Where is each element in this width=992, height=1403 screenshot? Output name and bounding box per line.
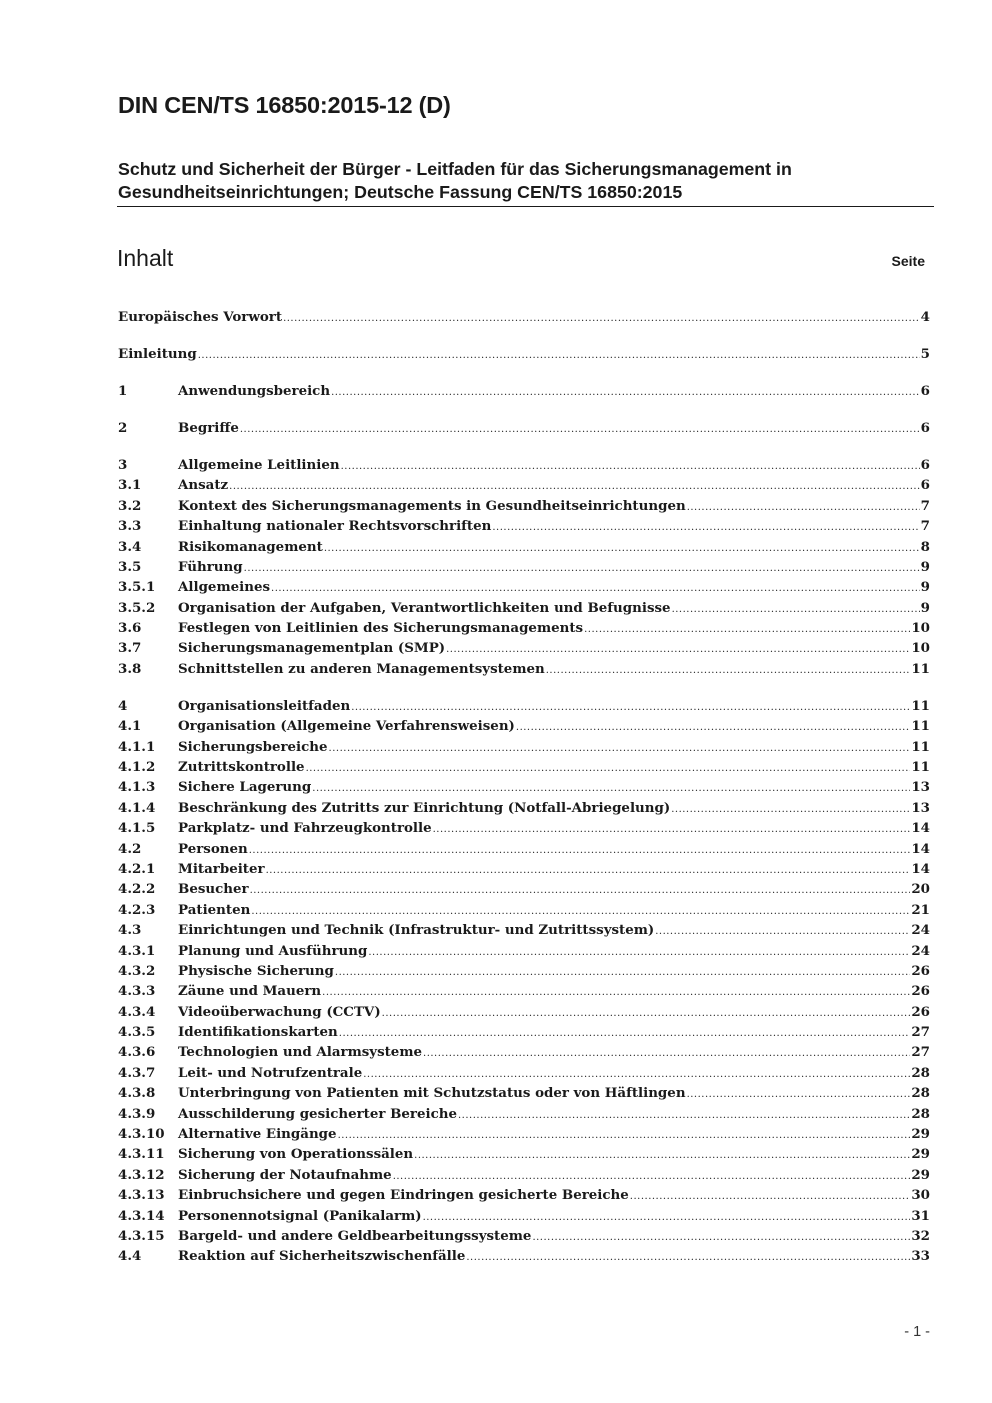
- toc-entry-page: 24: [911, 922, 930, 939]
- toc-dot-leader: [248, 841, 911, 861]
- toc-dot-leader: [654, 922, 910, 942]
- page-number-footer: - 1 -: [904, 1324, 930, 1340]
- table-of-contents: [118, 307, 930, 1267]
- toc-entry-page: 10: [911, 620, 930, 637]
- toc-dot-leader: [515, 718, 910, 738]
- toc-entry-number: 3.5: [118, 558, 142, 575]
- toc-entry-title: Organisation (Allgemeine Verfahrensweisen): [178, 718, 515, 735]
- toc-dot-leader: [381, 1004, 911, 1024]
- toc-entry-title: Alternative Eingänge: [178, 1126, 337, 1143]
- toc-entry-number: 4.2.2: [118, 881, 156, 898]
- toc-entry[interactable]: [118, 1022, 930, 1042]
- toc-entry[interactable]: [118, 941, 930, 961]
- toc-entry-title: Festlegen von Leitlinien des Sicherungsmanagements: [178, 620, 584, 637]
- toc-entry-number: 3.8: [118, 660, 142, 677]
- toc-entry-title: Videoüberwachung (CCTV): [178, 1003, 381, 1020]
- toc-entry-number: 3.7: [118, 640, 142, 657]
- toc-entry-title: Besucher: [178, 881, 249, 898]
- toc-entry-title: Allgemeine Leitlinien: [178, 456, 340, 473]
- toc-entry-number: 2: [118, 419, 128, 436]
- toc-entry-number: 4.3.15: [118, 1227, 165, 1244]
- toc-entry-page: 5: [920, 345, 930, 362]
- toc-entry-page: 24: [911, 942, 930, 959]
- toc-entry[interactable]: [118, 537, 930, 557]
- toc-entry-title: Physische Sicherung: [178, 962, 334, 979]
- toc-entry-page: 9: [920, 599, 930, 616]
- toc-entry-number: 4.2.1: [118, 860, 156, 877]
- toc-entry[interactable]: [118, 638, 930, 658]
- toc-entry-number: 4.3.4: [118, 1003, 156, 1020]
- toc-entry-number: 4.3.6: [118, 1044, 156, 1061]
- toc-entry-title: Kontext des Sicherungsmanagements in Gesundheitseinrichtungen: [178, 497, 686, 514]
- toc-entry-number: 4.3.5: [118, 1024, 156, 1041]
- toc-entry-page: 29: [911, 1146, 930, 1163]
- toc-entry-page: 6: [920, 382, 930, 399]
- toc-entry-number: 3.6: [118, 620, 142, 637]
- toc-dot-leader: [323, 539, 920, 559]
- toc-entry-number: 4.4: [118, 1248, 142, 1265]
- toc-entry-title: Identifikationskarten: [178, 1024, 338, 1041]
- toc-dot-leader: [330, 383, 920, 403]
- toc-entry[interactable]: [118, 557, 930, 577]
- toc-entry-number: 4.3.14: [118, 1207, 165, 1224]
- toc-entry-page: 11: [911, 718, 930, 735]
- toc-entry[interactable]: [118, 1165, 930, 1185]
- toc-dot-leader: [671, 600, 920, 620]
- toc-entry[interactable]: [118, 307, 930, 327]
- toc-entry[interactable]: [118, 455, 930, 475]
- toc-entry[interactable]: [118, 344, 930, 364]
- toc-entry-page: 27: [911, 1024, 930, 1041]
- toc-dot-leader: [243, 559, 920, 579]
- toc-entry-title: Organisationsleitfaden: [178, 697, 351, 714]
- toc-entry-title: Organisation der Aufgaben, Verantwortlichkeiten und Befugnisse: [178, 599, 671, 616]
- toc-entry-title: Parkplatz- und Fahrzeugkontrolle: [178, 820, 432, 837]
- subtitle-line-2: Gesundheitseinrichtungen; Deutsche Fassung CEN/TS 16850:2015: [118, 182, 683, 202]
- toc-entry[interactable]: [118, 900, 930, 920]
- toc-dot-leader: [337, 1126, 911, 1146]
- toc-entry-page: 26: [911, 983, 930, 1000]
- toc-entry[interactable]: [118, 1002, 930, 1022]
- toc-heading: Inhalt: [117, 245, 174, 271]
- toc-entry-page: 28: [911, 1105, 930, 1122]
- toc-entry-page: 29: [911, 1166, 930, 1183]
- toc-entry-number: 3.3: [118, 518, 142, 535]
- toc-dot-leader: [422, 1208, 911, 1228]
- toc-entry[interactable]: [118, 1083, 930, 1103]
- toc-entry-page: 14: [911, 860, 930, 877]
- toc-dot-leader: [422, 1044, 910, 1064]
- toc-entry-number: 3.2: [118, 497, 142, 514]
- toc-entry-number: 4.3.9: [118, 1105, 156, 1122]
- toc-entry-page: 21: [911, 901, 930, 918]
- toc-dot-leader: [311, 779, 910, 799]
- toc-dot-leader: [305, 759, 911, 779]
- toc-dot-leader: [265, 861, 911, 881]
- toc-dot-leader: [531, 1228, 910, 1248]
- toc-entry-title: Planung und Ausführung: [178, 942, 368, 959]
- toc-entry[interactable]: [118, 1226, 930, 1246]
- toc-dot-leader: [362, 1065, 910, 1085]
- toc-entry-page: 4: [920, 309, 930, 325]
- toc-entry-title: Technologien und Alarmsysteme: [178, 1044, 423, 1061]
- toc-entry[interactable]: [118, 981, 930, 1001]
- toc-entry-number: 4.3.1: [118, 942, 156, 959]
- toc-entry-page: 11: [911, 697, 930, 714]
- toc-entry-number: 4.3.11: [118, 1146, 165, 1163]
- toc-entry-title: Patienten: [178, 901, 251, 918]
- toc-entry[interactable]: [118, 381, 930, 401]
- toc-entry-page: 32: [911, 1227, 930, 1244]
- toc-entry-title: Mitarbeiter: [178, 860, 265, 877]
- toc-dot-leader: [629, 1187, 911, 1207]
- toc-entry-title: Anwendungsbereich: [178, 382, 331, 399]
- toc-entry-number: 4.2: [118, 840, 142, 857]
- toc-entry-title: Unterbringung von Patienten mit Schutzstatus oder von Häftlingen: [178, 1085, 686, 1102]
- toc-dot-leader: [670, 800, 910, 820]
- toc-dot-leader: [249, 881, 911, 901]
- toc-entry-number: 4.3.7: [118, 1064, 156, 1081]
- toc-entry-number: 3: [118, 456, 128, 473]
- toc-entry[interactable]: [118, 1185, 930, 1205]
- toc-entry[interactable]: [118, 496, 930, 516]
- toc-entry[interactable]: [118, 1124, 930, 1144]
- toc-dot-leader: [282, 309, 920, 329]
- toc-entry-title: Führung: [178, 558, 243, 575]
- toc-entry-title: Allgemeines: [178, 579, 271, 596]
- toc-entry-title: Sicherung von Operationssälen: [178, 1146, 414, 1163]
- toc-entry-number: 3.4: [118, 538, 142, 555]
- toc-dot-leader: [340, 457, 920, 477]
- toc-entry[interactable]: [118, 961, 930, 981]
- toc-entry-page: 28: [911, 1064, 930, 1081]
- toc-entry[interactable]: [118, 818, 930, 838]
- toc-entry-number: 4.3.2: [118, 962, 156, 979]
- toc-entry-title: Bargeld- und andere Geldbearbeitungssysteme: [178, 1227, 532, 1244]
- toc-entry-page: 14: [911, 820, 930, 837]
- toc-entry-page: 8: [920, 538, 930, 555]
- toc-entry[interactable]: [118, 475, 930, 495]
- toc-entry-number: 4.3.10: [118, 1126, 165, 1143]
- toc-entry-page: 13: [911, 779, 930, 796]
- toc-entry-number: 4.1.1: [118, 738, 156, 755]
- toc-entry-title: Zäune und Mauern: [178, 983, 322, 1000]
- toc-dot-leader: [686, 498, 920, 518]
- toc-entry-title: Beschränkung des Zutritts zur Einrichtung (Notfall-Abriegelung): [178, 799, 671, 816]
- subtitle-line-1: Schutz und Sicherheit der Bürger - Leitfaden für das Sicherungsmanagement in: [118, 159, 792, 179]
- toc-dot-leader: [334, 963, 910, 983]
- toc-dot-leader: [197, 346, 920, 366]
- toc-entry-number: 4.3.8: [118, 1085, 156, 1102]
- toc-dot-leader: [465, 1248, 910, 1268]
- toc-dot-leader: [491, 518, 919, 538]
- toc-entry-page: 20: [911, 881, 930, 898]
- toc-dot-leader: [445, 640, 910, 660]
- toc-entry-title: Einrichtungen und Technik (Infrastruktur- und Zutrittssystem): [178, 922, 655, 939]
- toc-entry[interactable]: [118, 1104, 930, 1124]
- toc-entry[interactable]: [118, 1246, 930, 1266]
- toc-entry-number: 4.1: [118, 718, 142, 735]
- toc-entry-page: 10: [911, 640, 930, 657]
- toc-entry-title: Sicherungsmanagementplan (SMP): [178, 640, 446, 657]
- toc-entry[interactable]: [118, 598, 930, 618]
- toc-entry[interactable]: [118, 798, 930, 818]
- toc-dot-leader: [392, 1167, 911, 1187]
- toc-entry-title: Leit- und Notrufzentrale: [178, 1064, 363, 1081]
- toc-dot-leader: [250, 902, 910, 922]
- toc-entry-number: 3.5.2: [118, 599, 156, 616]
- toc-entry[interactable]: [118, 1063, 930, 1083]
- toc-entry[interactable]: [118, 1144, 930, 1164]
- toc-entry[interactable]: [118, 696, 930, 716]
- toc-entry-page: 30: [911, 1187, 930, 1204]
- toc-entry[interactable]: [118, 516, 930, 536]
- toc-entry-number: 4.1.3: [118, 779, 156, 796]
- toc-dot-leader: [583, 620, 910, 640]
- toc-entry[interactable]: [118, 879, 930, 899]
- toc-entry-title: Sichere Lagerung: [178, 779, 312, 796]
- toc-entry[interactable]: [118, 859, 930, 879]
- toc-entry-title: Einbruchsichere und gegen Eindringen gesicherte Bereiche: [178, 1187, 629, 1204]
- toc-dot-leader: [321, 983, 910, 1003]
- toc-entry-number: 4.3.12: [118, 1166, 165, 1183]
- toc-entry-page: 26: [911, 962, 930, 979]
- toc-dot-leader: [328, 739, 911, 759]
- toc-entry[interactable]: [118, 618, 930, 638]
- toc-dot-leader: [457, 1106, 910, 1126]
- toc-entry-number: 1: [118, 382, 128, 399]
- toc-dot-leader: [338, 1024, 911, 1044]
- toc-entry-number: 3.1: [118, 477, 142, 494]
- toc-entry-page: 29: [911, 1126, 930, 1143]
- toc-entry-title: Einhaltung nationaler Rechtsvorschriften: [178, 518, 492, 535]
- document-title: DIN CEN/TS 16850:2015-12 (D): [118, 92, 451, 118]
- toc-entry-title: Europäisches Vorwort: [118, 309, 283, 325]
- toc-entry[interactable]: [118, 920, 930, 940]
- toc-entry-number: 4.2.3: [118, 901, 156, 918]
- toc-dot-leader: [239, 420, 920, 440]
- toc-entry-number: 4.3: [118, 922, 142, 939]
- toc-entry-title: Personen: [178, 840, 248, 857]
- toc-entry-page: 6: [920, 419, 930, 436]
- toc-entry-title: Ansatz: [178, 477, 229, 494]
- toc-dot-leader: [686, 1085, 911, 1105]
- toc-entry[interactable]: [118, 1042, 930, 1062]
- toc-entry-page: 6: [920, 456, 930, 473]
- toc-entry[interactable]: [118, 839, 930, 859]
- toc-dot-leader: [432, 820, 911, 840]
- toc-entry-title: Schnittstellen zu anderen Managementsystemen: [178, 660, 545, 677]
- title-divider: [117, 206, 934, 207]
- toc-dot-leader: [413, 1146, 910, 1166]
- toc-entry-title: Zutrittskontrolle: [178, 759, 305, 775]
- toc-entry-title: Sicherungsbereiche: [178, 738, 328, 755]
- toc-entry-title: Sicherung der Notaufnahme: [178, 1166, 392, 1183]
- toc-entry-page: 7: [920, 497, 930, 514]
- toc-entry-page: 27: [911, 1044, 930, 1061]
- toc-entry-title: Ausschilderung gesicherter Bereiche: [178, 1105, 457, 1122]
- toc-entry-title: Begriffe: [178, 419, 239, 436]
- toc-dot-leader: [270, 579, 920, 599]
- toc-entry[interactable]: [118, 757, 930, 777]
- toc-entry-number: 4.3.3: [118, 983, 156, 1000]
- toc-entry[interactable]: [118, 418, 930, 438]
- toc-entry-page: 7: [920, 518, 930, 535]
- toc-entry-page: 33: [911, 1248, 930, 1265]
- toc-entry-number: 4.1.2: [118, 759, 156, 775]
- toc-entry-page: 11: [911, 660, 930, 677]
- toc-entry-title: Risikomanagement: [178, 538, 323, 555]
- toc-entry[interactable]: [118, 659, 930, 679]
- toc-entry-page: 26: [911, 1003, 930, 1020]
- toc-entry[interactable]: [118, 1206, 930, 1226]
- toc-dot-leader: [350, 698, 910, 718]
- toc-entry-number: 3.5.1: [118, 579, 156, 596]
- toc-entry[interactable]: [118, 577, 930, 597]
- toc-entry-number: 4.1.4: [118, 799, 156, 816]
- toc-dot-leader: [545, 661, 911, 681]
- toc-entry-number: 4.3.13: [118, 1187, 165, 1204]
- toc-entry-page: 31: [911, 1207, 930, 1224]
- page-column-label: Seite: [891, 253, 925, 269]
- toc-entry-page: 11: [911, 738, 930, 755]
- toc-entry-page: 13: [911, 799, 930, 816]
- toc-entry-page: 9: [920, 579, 930, 596]
- toc-entry[interactable]: [118, 737, 930, 757]
- document-subtitle: [118, 158, 934, 204]
- toc-dot-leader: [228, 477, 920, 497]
- toc-entry-page: 6: [920, 477, 930, 494]
- toc-entry-title: Einleitung: [118, 345, 197, 362]
- toc-entry[interactable]: [118, 777, 930, 797]
- toc-entry-number: 4.1.5: [118, 820, 156, 837]
- toc-entry-number: 4: [118, 697, 128, 714]
- toc-dot-leader: [367, 943, 910, 963]
- toc-entry-title: Personennotsignal (Panikalarm): [178, 1207, 422, 1224]
- toc-entry-page: 28: [911, 1085, 930, 1102]
- toc-entry-page: 11: [911, 759, 930, 775]
- toc-entry-page: 14: [911, 840, 930, 857]
- toc-entry[interactable]: [118, 716, 930, 736]
- toc-entry-title: Reaktion auf Sicherheitszwischenfälle: [178, 1248, 466, 1265]
- toc-entry-page: 9: [920, 558, 930, 575]
